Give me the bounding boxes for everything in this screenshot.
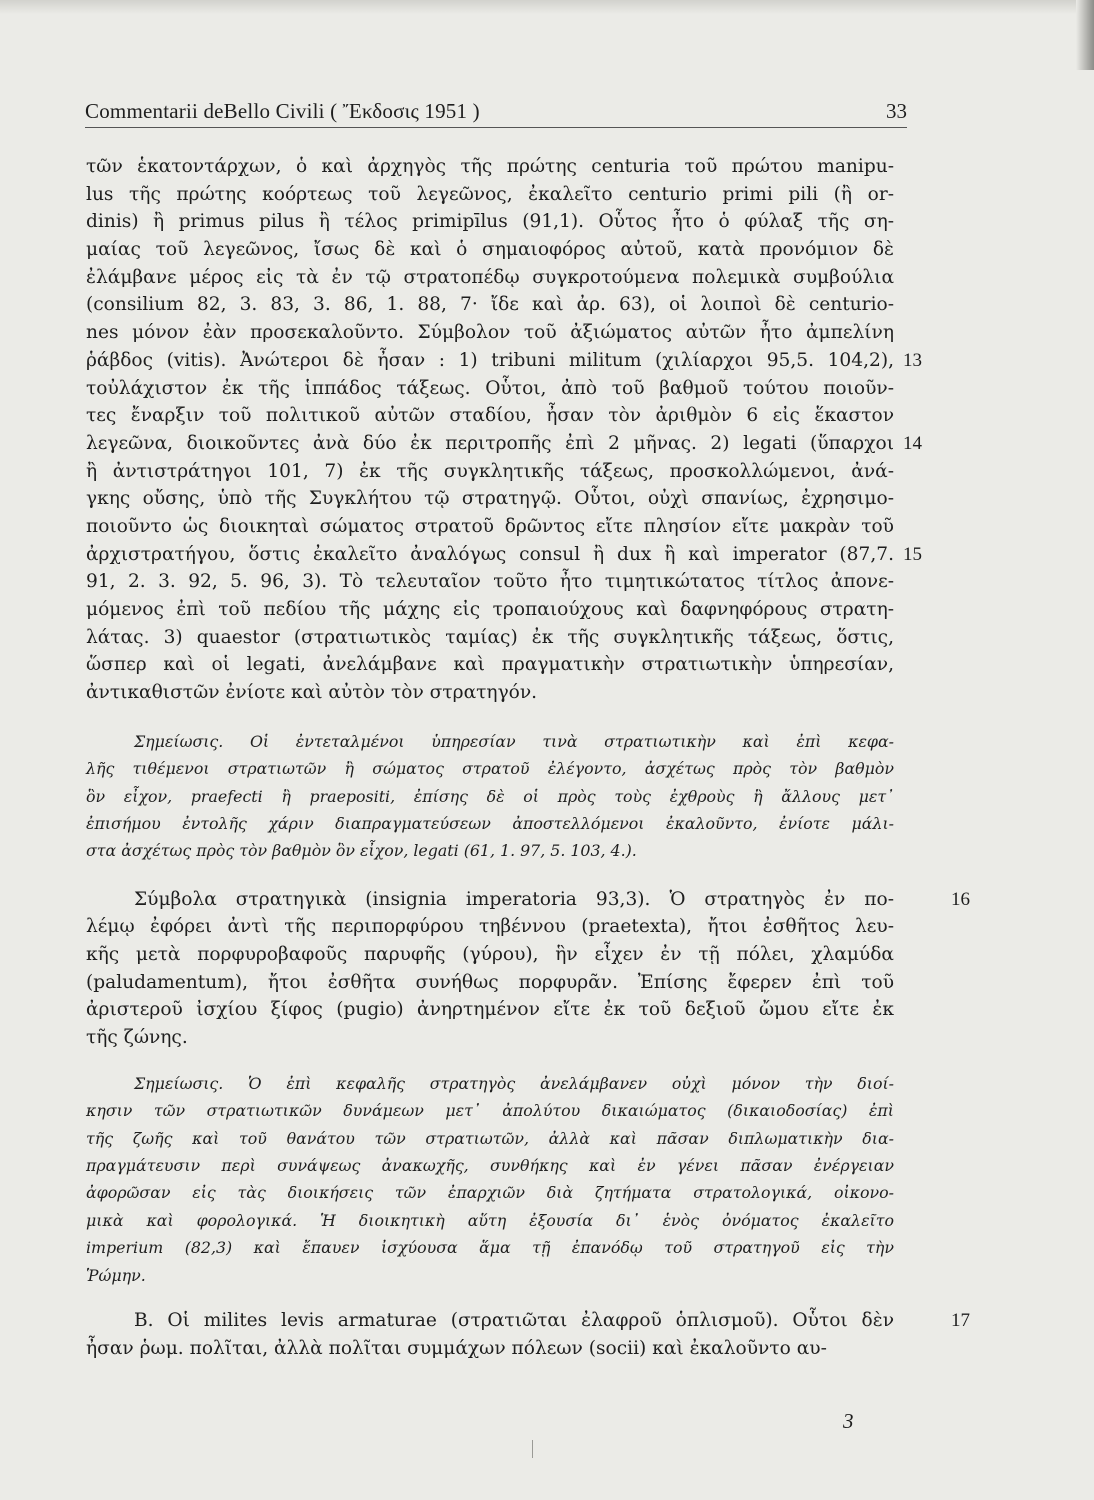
line-text: Σύμβολα στρατηγικὰ (insignia imperatoria 93,3). Ὁ στρατηγὸς ἐν πο- <box>134 888 894 910</box>
text-line <box>86 402 894 430</box>
page-number: 33 <box>886 99 907 123</box>
text-line <box>86 153 894 181</box>
line-text: τῆς ζωῆς καὶ τοῦ θανάτου τῶν στρατιωτῶν, ἀλλὰ καὶ πᾶσαν διπλωματικὴν δια- <box>86 1128 894 1148</box>
text-line <box>86 485 894 513</box>
note-line <box>86 1125 894 1152</box>
text-line <box>86 624 894 652</box>
line-text: Σημείωσις. Ὁ ἐπὶ κεφαλῆς στρατηγὸς ἀνελάμβανεν οὐχὶ μόνον τὴν διοί- <box>134 1073 894 1093</box>
line-text: τες ἔναρξιν τοῦ πολιτικοῦ αὐτῶν σταδίου, ἦσαν τὸν ἀριθμὸν 6 εἰς ἕκαστον <box>86 405 894 427</box>
line-text: μικὰ καὶ φορολογικά. Ἡ διοικητικὴ αὕτη ἐξουσία δι᾽ ἑνὸς ὀνόματος ἐκαλεῖτο <box>86 1210 894 1230</box>
text-line <box>86 913 894 941</box>
text-line <box>86 430 922 458</box>
text-line <box>86 513 894 541</box>
text-line <box>86 1307 970 1335</box>
line-text: lus τῆς πρώτης κοόρτεως τοῦ λεγεῶνος, ἐκαλεῖτο centurio primi pili (ἢ or- <box>86 183 894 205</box>
text-line <box>86 264 894 292</box>
line-text: dinis) ἢ primus pilus ἢ τέλος primipīlus (91,1). Οὗτος ἦτο ὁ φύλαξ τῆς ση- <box>86 211 894 233</box>
text-line <box>86 969 894 997</box>
paragraph-symbola <box>86 886 970 1052</box>
line-text: ἀφορῶσαν εἰς τὰς διοικήσεις τῶν ἐπαρχιῶν διὰ ζητήματα στρατολογικά, οἰκονο- <box>86 1183 894 1203</box>
note-line <box>86 755 894 782</box>
line-text: ἀρχιστρατήγου, ὅστις ἐκαλεῖτο ἀναλόγως consul ἢ dux ἢ καὶ imperator (87,7. <box>86 543 894 565</box>
text-line <box>86 651 894 679</box>
scan-top-edge <box>0 0 1094 14</box>
note-line <box>86 1262 894 1289</box>
text-line <box>86 596 894 624</box>
line-text: λῆς τιθέμενοι στρατιωτῶν ἢ σώματος στρατοῦ ἐλέγοντο, ἀσχέτως πρὸς τὸν βαθμὸν <box>86 759 894 779</box>
note-line <box>86 837 894 864</box>
note-line <box>86 1152 894 1179</box>
line-text: μαίας τοῦ λεγεῶνος, ἴσως δὲ καὶ ὁ σημαιοφόρος αὐτοῦ, κατὰ προνόμιον δὲ <box>86 239 894 261</box>
line-text: nes μόνον ἐὰν προσεκαλοῦντο. Σύμβολον τοῦ ἀξιώματος αὐτῶν ἦτο ἀμπελίνη <box>86 322 894 344</box>
text-line <box>86 679 894 707</box>
line-text: B. Οἱ milites levis armaturae (στρατιῶται ἐλαφροῦ ὁπλισμοῦ). Οὗτοι δὲν <box>134 1309 894 1331</box>
text-line <box>86 1335 894 1363</box>
line-text: (paludamentum), ἤτοι ἐσθῆτα συνήθως πορφυρᾶν. Ἐπίσης ἔφερεν ἐπὶ τοῦ <box>86 971 894 993</box>
note-line <box>86 1070 894 1097</box>
line-text: ἀντικαθιστῶν ἐνίοτε καὶ αὐτὸν τὸν στρατηγόν. <box>86 682 538 704</box>
note-line <box>86 1097 894 1124</box>
line-text: (consilium 82, 3. 83, 3. 86, 1. 88, 7· ἴδε καὶ ἀρ. 63), οἱ λοιποὶ δὲ centurio- <box>86 294 894 316</box>
line-text: λάτας. 3) quaestor (στρατιωτικὸς ταμίας) ἐκ τῆς συγκλητικῆς τάξεως, ὅστις, <box>86 626 894 648</box>
line-text: Σημείωσις. Οἱ ἐντεταλμένοι ὑπηρεσίαν τινὰ στρατιωτικὴν καὶ ἐπὶ κεφα- <box>134 731 894 751</box>
note-line <box>86 783 894 810</box>
text-line <box>86 236 894 264</box>
text-line <box>86 375 894 403</box>
text-line <box>86 347 922 375</box>
section-margin-number: 13 <box>903 349 922 371</box>
line-text: ἀριστεροῦ ἰσχίου ξίφος (pugio) ἀνηρτημένον εἴτε ἐκ τοῦ δεξιοῦ ὤμου εἴτε ἐκ <box>86 999 894 1021</box>
line-text: τῆς ζώνης. <box>86 1027 188 1049</box>
text-line <box>86 886 970 914</box>
line-text: κησιν τῶν στρατιωτικῶν δυνάμεων μετ᾽ ἀπολύτου δικαιώματος (δικαιοδοσίας) ἐπὶ <box>86 1101 894 1121</box>
note-semeiosis-1 <box>86 728 894 865</box>
text-line <box>86 208 894 236</box>
text-line <box>86 1024 894 1052</box>
note-line <box>86 728 894 755</box>
note-line <box>86 1207 894 1234</box>
line-text: 91, 2. 3. 92, 5. 96, 3). Τὸ τελευταῖον τοῦτο ἦτο τιμητικώτατος τίτλος ἀπονε- <box>86 571 894 593</box>
paragraph-milites <box>86 1307 970 1362</box>
paragraph-main <box>86 153 922 707</box>
text-line <box>86 541 922 569</box>
line-text: ἦσαν ῥωμ. πολῖται, ἀλλὰ πολῖται συμμάχων πόλεων (socii) καὶ ἐκαλοῦντο αυ- <box>86 1337 827 1359</box>
line-text: λεγεῶνα, διοικοῦντες ἀνὰ δύο ἐκ περιτροπῆς ἐπὶ 2 μῆνας. 2) legati (ὕπαρχοι <box>86 432 894 454</box>
line-text: ἐπισήμου ἐντολῆς χάριν διαπραγματεύσεων ἀποστελλόμενοι ἐκαλοῦντο, ἐνίοτε μάλι- <box>86 813 894 833</box>
text-line <box>86 319 894 347</box>
page-header <box>85 96 907 128</box>
line-text: ῥάβδος (vitis). Ἀνώτεροι δὲ ἦσαν : 1) tribuni militum (χιλίαρχοι 95,5. 104,2), <box>86 349 894 371</box>
running-head: Commentarii deBello Civili ( Ἔκδοσις 1951 ) <box>85 99 480 123</box>
text-line <box>86 996 894 1024</box>
line-text: imperium (82,3) καὶ ἔπαυεν ἰσχύουσα ἅμα τῇ ἐπανόδῳ τοῦ στρατηγοῦ εἰς τὴν <box>86 1238 894 1258</box>
line-text: Ῥώμην. <box>86 1265 146 1285</box>
page-body <box>86 153 970 1362</box>
line-text: μόμενος ἐπὶ τοῦ πεδίου τῆς μάχης εἰς τροπαιούχους καὶ δαφνηφόρους στρατη- <box>86 599 894 620</box>
signature-mark: 3 <box>843 1409 854 1433</box>
scan-right-edge <box>1076 0 1094 70</box>
text-line <box>86 941 894 969</box>
note-line <box>86 1234 894 1261</box>
line-text: ποιοῦντο ὡς διοικηταὶ σώματος στρατοῦ δρῶντος εἴτε πλησίον εἴτε μακρὰν τοῦ <box>86 515 894 537</box>
text-line <box>86 458 894 486</box>
line-text: γκης οὔσης, ὑπὸ τῆς Συγκλήτου τῷ στρατηγῷ. Οὗτοι, οὐχὶ σπανίως, ἐχρησιμο- <box>86 488 894 510</box>
line-text: πραγμάτευσιν περὶ συνάψεως ἀνακωχῆς, συνθήκης καὶ ἐν γένει πᾶσαν ἐνέργειαν <box>86 1156 894 1175</box>
line-text: ὥσπερ καὶ οἱ legati, ἀνελάμβανε καὶ πραγματικὴν στρατιωτικὴν ὑπηρεσίαν, <box>86 654 894 676</box>
line-text: κῆς μετὰ πορφυροβαφοῦς παρυφῆς (γύρου), ἣν εἶχεν ἐν τῇ πόλει, χλαμύδα <box>86 944 894 966</box>
line-text: ἢ ἀντιστράτηγοι 101, 7) ἐκ τῆς συγκλητικῆς τάξεως, προσκολλώμενοι, ἀνά- <box>86 460 894 482</box>
note-line <box>86 1179 894 1206</box>
line-text: λέμῳ ἐφόρει ἀντὶ τῆς περιπορφύρου τηβέννου (praetexta), ἤτοι ἐσθῆτος λευ- <box>86 916 894 938</box>
line-text: τῶν ἑκατοντάρχων, ὁ καὶ ἀρχηγὸς τῆς πρώτης centuria τοῦ πρώτου manipu- <box>86 156 894 177</box>
text-line <box>86 181 894 209</box>
scan-artifact <box>532 1440 533 1458</box>
line-text: τοὐλάχιστον ἐκ τῆς ἱππάδος τάξεως. Οὗτοι, ἀπὸ τοῦ βαθμοῦ τούτου ποιοῦν- <box>86 377 894 399</box>
section-margin-number: 14 <box>903 432 922 454</box>
section-margin-number: 16 <box>951 888 970 910</box>
text-line <box>86 291 894 319</box>
line-text: στα ἀσχέτως πρὸς τὸν βαθμὸν ὃν εἶχον, legati (61, 1. 97, 5. 103, 4.). <box>86 841 637 861</box>
line-text: ὃν εἶχον, praefecti ἢ praepositi, ἐπίσης δὲ οἱ πρὸς τοὺς ἐχθροὺς ἢ ἄλλους μετ᾽ <box>86 786 894 806</box>
note-semeiosis-2 <box>86 1070 894 1289</box>
section-margin-number: 17 <box>951 1309 970 1331</box>
text-line <box>86 568 894 596</box>
section-margin-number: 15 <box>903 543 922 565</box>
line-text: ἐλάμβανε μέρος εἰς τὰ ἐν τῷ στρατοπέδῳ συγκροτούμενα πολεμικὰ συμβούλια <box>86 266 894 288</box>
note-line <box>86 810 894 837</box>
